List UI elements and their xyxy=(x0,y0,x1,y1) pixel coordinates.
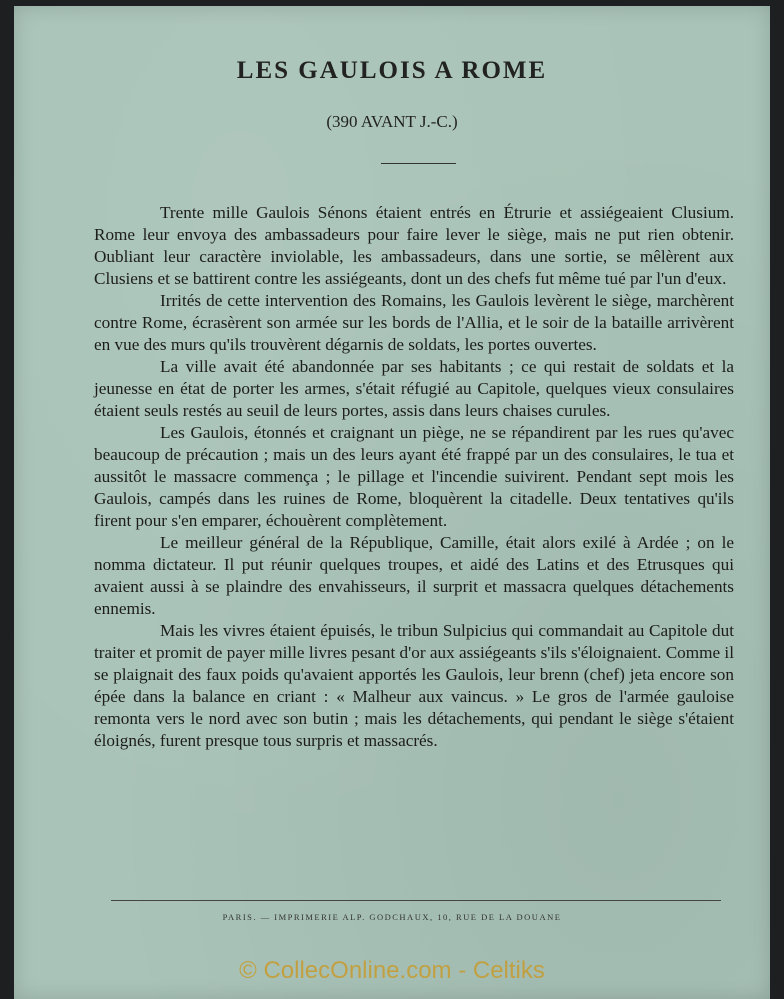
paragraph-5: Le meilleur général de la République, Camille, était alors exilé à Ardée ; on le nomma dictateur. Il put réunir quelques troupes, et aidé des Latins et des Etrusques qui avaient aussi à se plaindre des envahisseurs, il surprit et massacra quelques détachements ennemis. xyxy=(94,533,734,618)
body-text xyxy=(94,202,734,752)
title-divider xyxy=(381,163,456,164)
document-title: LES GAULOIS A ROME xyxy=(236,57,548,84)
paragraph-4: Les Gaulois, étonnés et craignant un piège, ne se répandirent par les rues qu'avec beaucoup de précaution ; mais un des leurs ayant été frappé par un des consulaires, le tua et aussitôt le massacre commença ; le pillage et l'incendie suivirent. Pendant sept mois les Gaulois, campés dans les ruines de Rome, bloquèrent la citadelle. Deux tentatives qu'ils firent pour s'en emparer, échouèrent complètement. xyxy=(94,423,734,530)
printer-imprint: PARIS. — IMPRIMERIE ALP. GODCHAUX, 10, RUE DE LA DOUANE xyxy=(222,912,562,922)
document-subtitle: (390 AVANT J.-C.) xyxy=(326,112,458,131)
document-page xyxy=(14,6,770,999)
paragraph-1: Trente mille Gaulois Sénons étaient entrés en Étrurie et assiégeaient Clusium. Rome leur envoya des ambassadeurs pour faire lever le siège, mais ne put rien obtenir. Oubliant leur caractère inviolable, les ambassadeurs, dans une sortie, se mêlèrent aux Clusiens et se battirent contre les assiégeants, dont un des chefs fut même tué par l'un d'eux. xyxy=(94,203,734,288)
footer-divider xyxy=(111,900,721,901)
paragraph-2: Irrités de cette intervention des Romains, les Gaulois levèrent le siège, marchèrent contre Rome, écrasèrent son armée sur les bords de l'Allia, et le soir de la bataille arrivèrent en vue des murs qu'ils trouvèrent dégarnis de soldats, les portes ouvertes. xyxy=(94,291,734,354)
paragraph-6: Mais les vivres étaient épuisés, le tribun Sulpicius qui commandait au Capitole dut traiter et promit de payer mille livres pesant d'or aux assiégeants s'ils s'éloignaient. Comme il se plaignait des faux poids qu'avaient apportés les Gaulois, leur brenn (chef) jeta encore son épée dans la balance en criant : « Malheur aux vaincus. » Le gros de l'armée gauloise remonta vers le nord avec son butin ; mais les détachements, qui pendant le siège s'étaient éloignés, furent presque tous surpris et massacrés. xyxy=(94,621,734,750)
watermark: © CollecOnline.com - Celtiks xyxy=(239,957,545,984)
paragraph-3: La ville avait été abandonnée par ses habitants ; ce qui restait de soldats et la jeunesse en état de porter les armes, s'était réfugié au Capitole, quelques vieux consulaires étaient seuls restés au seuil de leurs portes, assis dans leurs chaises curules. xyxy=(94,357,734,420)
